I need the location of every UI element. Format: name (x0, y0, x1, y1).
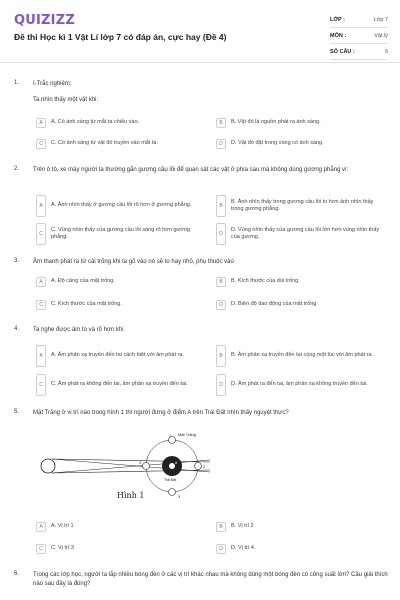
meta-row-subject (330, 28, 388, 44)
option-d[interactable] (216, 373, 381, 397)
option-letter: D (216, 374, 226, 396)
option-text: B. Vị trí 2 (231, 523, 254, 530)
option-text: A. Vị trí 1 (51, 523, 74, 530)
option-letter: C (36, 374, 46, 396)
option-letter: A (36, 522, 46, 532)
option-text: D. Vật đó đặt trong vùng có ánh sáng. (231, 140, 324, 147)
meta-value: Vật lý (374, 32, 388, 39)
meta-key: MÔN : (330, 32, 347, 39)
option-text: C. Vị trí 3 (51, 545, 74, 552)
option-text: D. Âm phát ra đến tai, âm phản xạ không truyền đến tai. (231, 381, 368, 388)
option-letter: A (36, 118, 46, 128)
question-number: 5. (14, 409, 20, 415)
question-text: Trong các lớp học, người ta lắp nhiều bóng đèn ở các vị trí khác nhau mà không dùng một bóng đèn có công suất lớn? Câu giải thích nào sau đây là đúng? (33, 572, 388, 587)
option-letter: D (216, 544, 226, 554)
option-d[interactable] (216, 298, 381, 312)
earth-label: Trái Đất (164, 478, 177, 482)
moon-position-4 (143, 463, 150, 470)
meta-value: 6 (384, 48, 388, 55)
meta-value: Lớp 7 (373, 16, 388, 23)
moon-position-2 (195, 463, 202, 470)
question-number: 2. (14, 166, 20, 172)
option-text: C. Âm phát ra không đến tai, âm phản xạ truyền đến tai. (51, 381, 188, 388)
ray-line (52, 470, 210, 473)
option-letter: B (216, 118, 226, 128)
option-c[interactable] (36, 542, 201, 556)
moon-label: Mặt Trăng (178, 432, 197, 437)
figure-caption: Hình 1 (117, 491, 145, 500)
position-label-3: 3 (178, 494, 181, 499)
option-b[interactable] (216, 194, 381, 218)
option-letter: B (216, 522, 226, 532)
option-c[interactable] (36, 222, 201, 246)
meta-key: SỐ CÂU : (330, 48, 355, 55)
question-number: 1. (14, 80, 20, 86)
option-b[interactable] (216, 520, 381, 534)
option-letter: B (216, 345, 226, 367)
option-a[interactable] (36, 116, 201, 130)
ray-line (52, 459, 210, 472)
option-text: D. Vùng nhìn thấy của gương cầu lồi lớn hơn vùng nhìn thấy của gương. (231, 226, 380, 240)
option-letter: D (216, 223, 226, 245)
option-letter: D (216, 139, 226, 149)
question-text: Mặt Trăng ở vị trí nào trong hình 1 thì người đứng ở điểm A trên Trái Đất nhìn thấy nguyệt thực? (33, 410, 289, 416)
option-letter: A (36, 277, 46, 287)
option-a[interactable] (36, 275, 201, 289)
eclipse-diagram (40, 428, 270, 502)
option-text: C. Có ánh sáng từ vật đó truyền vào mắt ta. (51, 140, 159, 147)
option-text: D. Biên độ dao động của mặt trống. (231, 301, 318, 308)
option-text: A. Độ căng của mặt trống. (51, 278, 115, 285)
option-b[interactable] (216, 275, 381, 289)
option-a[interactable] (36, 344, 201, 368)
option-letter: B (216, 277, 226, 287)
option-text: B. Kích thước của dùi trống. (231, 278, 300, 285)
position-label-1: 1 (169, 433, 172, 438)
option-d[interactable] (216, 542, 381, 556)
option-text: B. Âm phản xạ truyền đến tai cùng một lúc với âm phát ra. (231, 352, 374, 359)
moon-position-3 (169, 489, 176, 496)
option-letter: D (216, 300, 226, 310)
meta-row-grade (330, 12, 388, 28)
position-label-2: 2 (203, 464, 206, 469)
option-b[interactable] (216, 344, 381, 368)
option-letter: B (216, 195, 226, 217)
option-a[interactable] (36, 520, 201, 534)
page-title: Đề thi Học kì 1 Vật Lí lớp 7 có đáp án, cực hay (Đề 4) (14, 32, 227, 42)
option-text: A. Ảnh nhìn thấy ở gương cầu lồi rõ hơn ở gương phẳng. (51, 202, 192, 209)
point-a-label: A (175, 461, 178, 465)
option-c[interactable] (36, 137, 201, 151)
meta-row-count (330, 44, 388, 60)
question-text: I-Trắc nghiệm; (33, 81, 72, 87)
option-text: C. Vùng nhìn thấy của gương cầu lồi sáng rõ hơn gương phẳng. (51, 226, 190, 240)
option-text: A. Có ánh sáng từ mắt ta chiếu vào. (51, 119, 140, 126)
option-letter: C (36, 223, 46, 245)
option-b[interactable] (216, 116, 381, 130)
option-letter: A (36, 345, 46, 367)
option-letter: C (36, 139, 46, 149)
option-d[interactable] (216, 137, 381, 151)
option-text: B. Ảnh nhìn thấy trong gương cầu lồi to hơn ảnh nhìn thấy trong gương phẳng. (231, 198, 374, 212)
question-subtext: Ta nhìn thấy một vật khi: (33, 97, 99, 103)
option-a[interactable] (36, 194, 201, 218)
question-number: 3. (14, 258, 20, 264)
question-text: Âm thanh phát ra từ cái trống khi ta gõ vào nó sẽ to hay nhỏ, phụ thuộc vào (33, 259, 234, 265)
question-number: 4. (14, 326, 20, 332)
option-letter: C (36, 544, 46, 554)
question-text: Trên ô tô, xe máy người ta thường gắn gương cầu lồi để quan sát các vật ở phía sau mà không dùng gương phẳng vì: (33, 167, 349, 173)
option-d[interactable] (216, 222, 381, 246)
ray-line (52, 460, 210, 473)
option-letter: C (36, 300, 46, 310)
sun-icon (41, 459, 55, 473)
option-text: B. Vật đó là nguồn phát ra ánh sáng. (231, 119, 321, 126)
divider (0, 62, 400, 63)
ray-line (52, 459, 210, 462)
option-c[interactable] (36, 373, 201, 397)
header (0, 0, 400, 62)
position-label-4: 4 (139, 460, 142, 465)
meta-key: LỚP : (330, 16, 345, 23)
question-number: 6. (14, 571, 20, 577)
option-text: C. Kích thước của mặt trống. (51, 301, 122, 308)
option-text: D. Vị trí 4 (231, 545, 254, 552)
quizizz-logo: QUIZIZZ (14, 13, 75, 28)
option-letter: A (36, 195, 46, 217)
question-text: Ta nghe được âm to và rõ hơn khi (33, 327, 124, 333)
option-text: A. Âm phản xạ truyền đến tai cách biệt với âm phát ra. (51, 352, 184, 359)
option-c[interactable] (36, 298, 201, 312)
meta-panel (330, 12, 388, 60)
